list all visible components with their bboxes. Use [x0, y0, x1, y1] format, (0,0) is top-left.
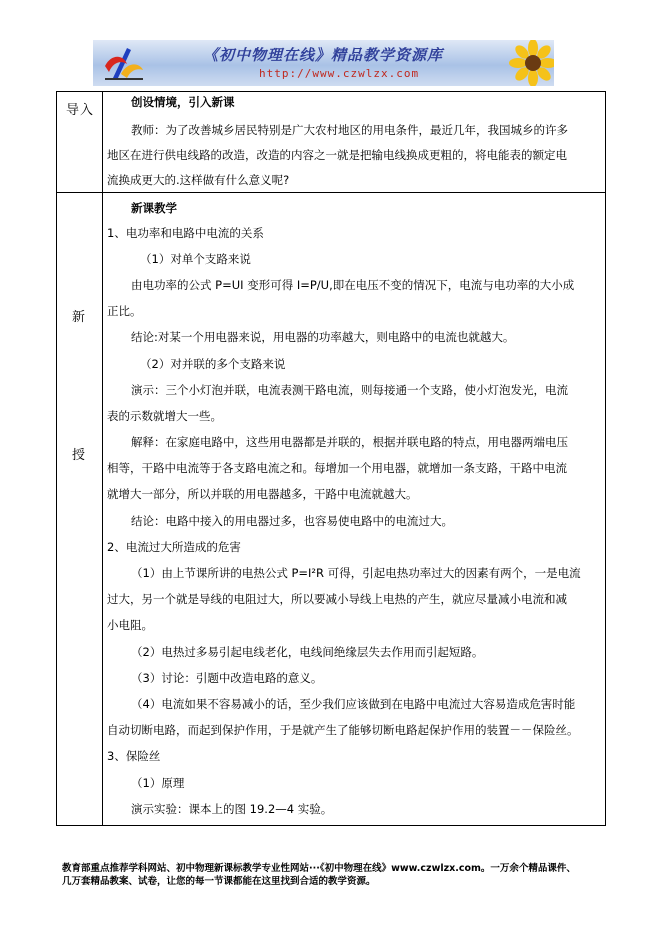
lesson-line: 过大，另一个就是导线的电阻过大，所以要减小导线上电热的产生，就应尽量减小电流和减 — [107, 592, 567, 606]
lesson-line: 3、保险丝 — [107, 749, 161, 763]
lesson-line: 演示实验：课本上的图 19.2—4 实验。 — [131, 802, 333, 816]
lesson-line: （3）讨论：引题中改造电路的意义。 — [131, 671, 323, 685]
header-banner — [93, 40, 554, 86]
lesson-line: （1）由上节课所讲的电热公式 P=I²R 可得，引起电热功率过大的因素有两个，一是电流 — [131, 566, 581, 580]
lesson-line: 相等，干路中电流等于各支路电流之和。每增加一个用电器，就增加一条支路，干路中电流 — [107, 461, 567, 475]
new-lesson-label-1: 新 — [72, 310, 87, 325]
intro-heading: 创设情境，引入新课 — [131, 95, 235, 109]
sunflower-icon — [503, 40, 554, 86]
lesson-heading: 新课教学 — [131, 201, 177, 215]
intro-line: 流换成更大的.这样做有什么意义呢? — [107, 173, 290, 187]
site-logo-icon — [101, 44, 147, 82]
lesson-line: 演示：三个小灯泡并联，电流表测干路电流，则每接通一个支路，使小灯泡发光，电流 — [131, 383, 568, 397]
footer — [62, 862, 622, 888]
lesson-line: 2、电流过大所造成的危害 — [107, 540, 241, 554]
lesson-line: 小电阻。 — [107, 618, 153, 632]
footer-line-1: 教育部重点推荐学科网站、初中物理新课标教学专业性网站···《初中物理在线》www.czwlzx.com。一万余个精品课件、 — [62, 863, 576, 874]
banner-url[interactable]: http://www.czwlzx.com — [259, 67, 420, 80]
intro-label: 导入 — [66, 103, 95, 118]
footer-line-2: 几万套精品教案、试卷，让您的每一节课都能在这里找到合适的教学资源。 — [62, 876, 376, 887]
banner-title: 《初中物理在线》精品教学资源库 — [203, 46, 444, 64]
new-lesson-label-2: 授 — [72, 448, 87, 463]
lesson-line: （2）电热过多易引起电线老化，电线间绝缘层失去作用而引起短路。 — [131, 645, 484, 659]
lesson-line: 正比。 — [107, 304, 142, 318]
lesson-line: （4）电流如果不容易减小的话，至少我们应该做到在电路中电流过大容易造成危害时能 — [131, 697, 576, 711]
lesson-line: （2）对并联的多个支路来说 — [140, 357, 286, 371]
lesson-line: （1）对单个支路来说 — [140, 252, 251, 266]
lesson-line: 1、电功率和电路中电流的关系 — [107, 226, 264, 240]
column-divider — [102, 92, 103, 825]
lesson-line: 表的示数就增大一些。 — [107, 409, 222, 423]
lesson-line: 解释：在家庭电路中，这些用电器都是并联的，根据并联电路的特点，用电器两端电压 — [131, 435, 568, 449]
intro-line: 地区在进行供电线路的改造，改造的内容之一就是把输电线换成更粗的，将电能表的额定电 — [107, 148, 567, 162]
row-divider — [57, 192, 605, 193]
lesson-table — [56, 91, 606, 826]
intro-line: 教师：为了改善城乡居民特别是广大农村地区的用电条件，最近几年，我国城乡的许多 — [131, 123, 568, 137]
lesson-line: 自动切断电路，而起到保护作用，于是就产生了能够切断电路起保护作用的装置－－保险丝。 — [107, 723, 579, 737]
lesson-line: 结论：电路中接入的用电器过多，也容易使电路中的电流过大。 — [131, 514, 453, 528]
lesson-line: 由电功率的公式 P=UI 变形可得 I=P/U,即在电压不变的情况下，电流与电功率的大小成 — [131, 278, 575, 292]
lesson-line: （1）原理 — [131, 776, 185, 790]
lesson-line: 就增大一部分，所以并联的用电器越多，干路中电流就越大。 — [107, 487, 418, 501]
lesson-line: 结论:对某一个用电器来说，用电器的功率越大，则电路中的电流也就越大。 — [131, 330, 515, 344]
